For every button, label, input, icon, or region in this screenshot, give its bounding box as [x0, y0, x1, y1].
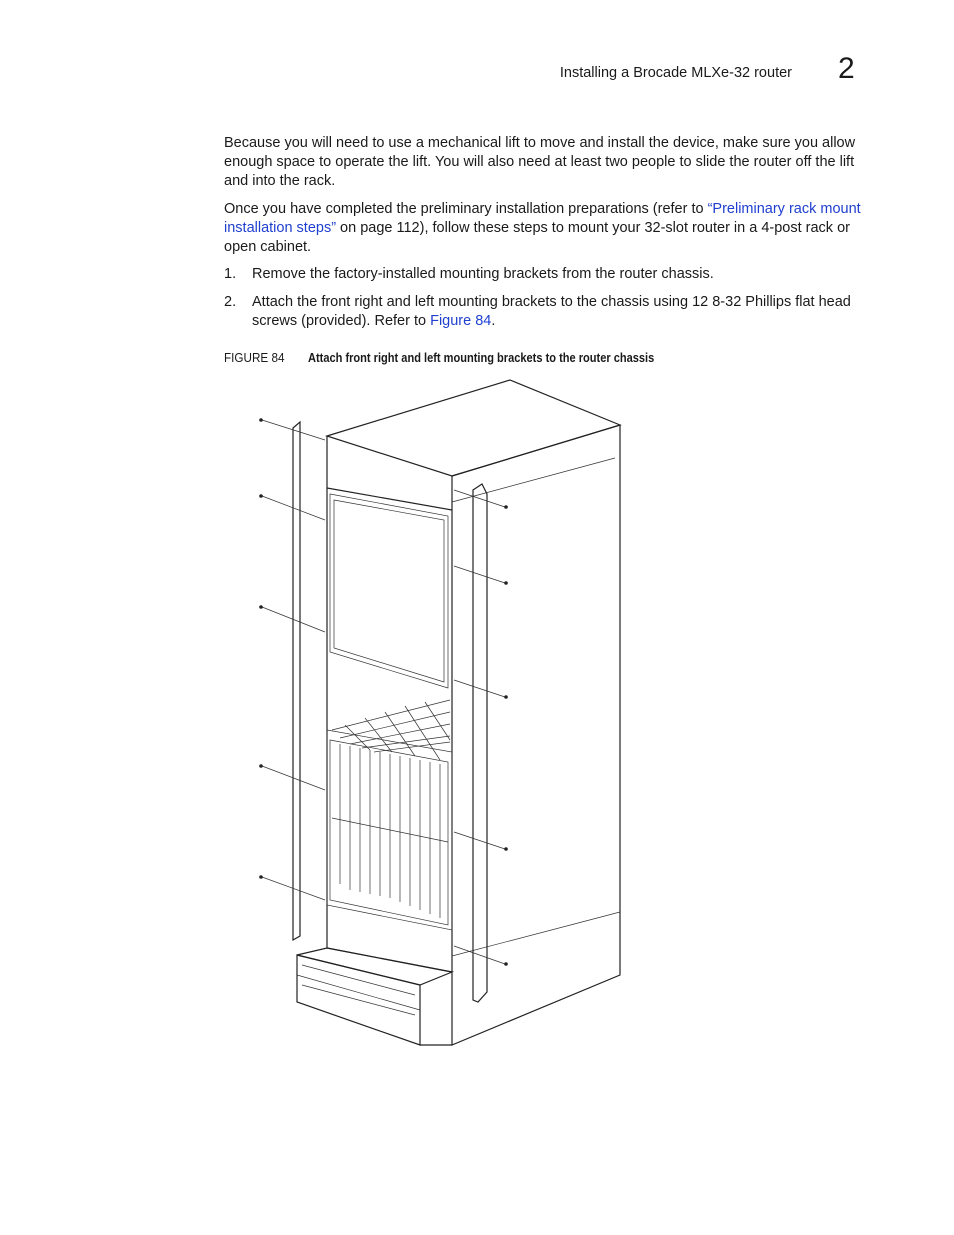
router-chassis-illustration: [250, 375, 630, 1055]
step-text: Remove the factory-installed mounting brackets from the router chassis.: [252, 266, 714, 282]
section-title: Installing a Brocade MLXe-32 router: [559, 65, 792, 81]
intro-paragraph: Because you will need to use a mechanical lift to move and install the device, make sure you allow enough space to operate the lift. You will also need at least two people to slide the router off the lift and into the rack.: [224, 135, 856, 189]
step-number: 2.: [224, 294, 237, 310]
preliminary-steps-link[interactable]: “Preliminary rack mount installation steps”: [224, 201, 861, 236]
chassis-line-drawing: [250, 375, 630, 1055]
figure-title: Attach front right and left mounting brackets to the router chassis: [308, 350, 655, 365]
step-number: 1.: [224, 266, 237, 282]
figure-caption: [224, 350, 715, 365]
chapter-number: 2: [838, 52, 855, 85]
step-text: [252, 293, 872, 331]
para2-after: on page 112), follow these steps to mount your 32-slot router in a 4-post rack or open cabinet.: [224, 220, 850, 255]
figure-84-link[interactable]: Figure 84: [430, 313, 492, 329]
step2-before: Attach the front right and left mounting brackets to the chassis using 12 8-32 Phillips flat head screws (provided). Refer to: [252, 294, 851, 329]
preparation-paragraph: [224, 200, 874, 257]
figure-label: FIGURE 84: [224, 350, 285, 365]
step2-after: .: [491, 313, 496, 329]
para2-before: Once you have completed the preliminary installation preparations (refer to: [224, 201, 708, 217]
